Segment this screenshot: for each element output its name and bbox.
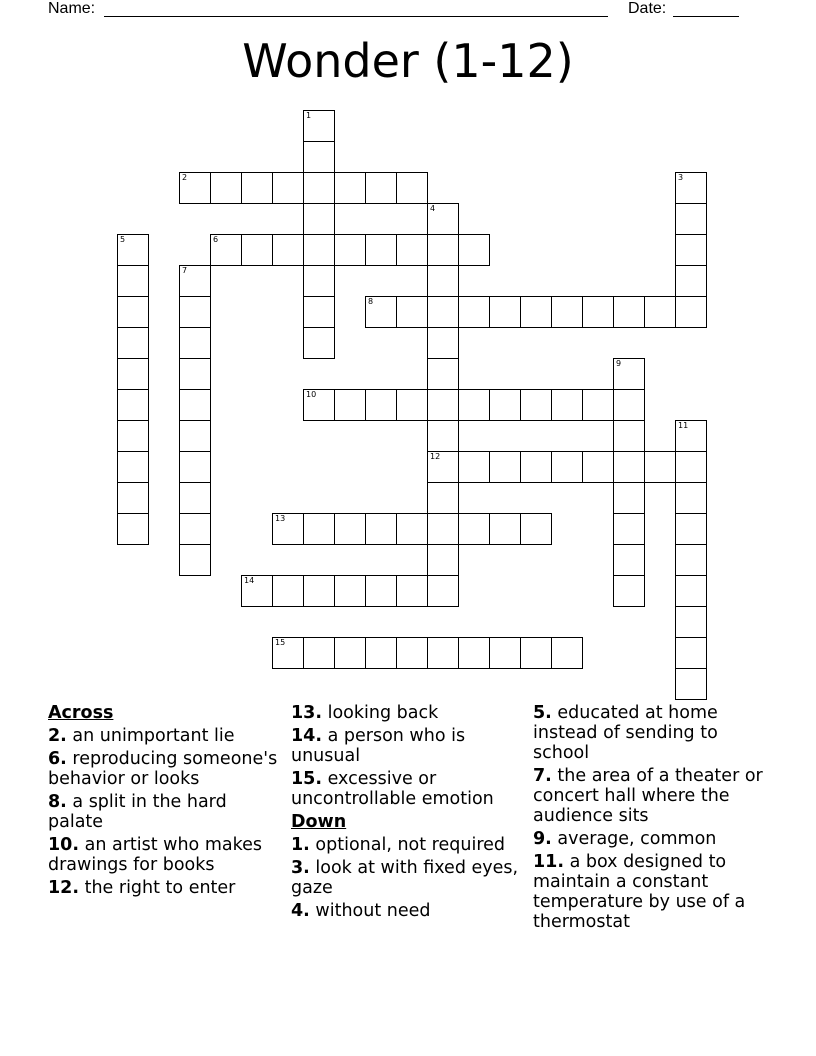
grid-cell[interactable] <box>458 637 490 669</box>
grid-cell[interactable] <box>117 327 149 359</box>
grid-cell[interactable] <box>334 637 366 669</box>
grid-cell[interactable] <box>117 513 149 545</box>
clue-down-7 <box>533 766 773 826</box>
grid-cell[interactable] <box>675 544 707 576</box>
grid-cell[interactable] <box>334 172 366 204</box>
grid-cell[interactable] <box>303 327 335 359</box>
cell-number: 10 <box>306 390 317 399</box>
clue-across-2 <box>48 726 280 746</box>
clue-text: an unimportant lie <box>72 726 235 746</box>
grid-cell[interactable] <box>303 141 335 173</box>
grid-cell[interactable] <box>489 513 521 545</box>
grid-cell[interactable] <box>303 575 335 607</box>
cell-number: 5 <box>120 235 126 244</box>
clue-text: looking back <box>327 703 439 723</box>
grid-cell[interactable] <box>303 513 335 545</box>
grid-cell[interactable] <box>489 389 521 421</box>
grid-cell[interactable] <box>675 203 707 235</box>
grid-cell[interactable] <box>303 110 335 142</box>
cell-number: 3 <box>678 173 684 182</box>
grid-cell[interactable] <box>365 575 397 607</box>
grid-cell[interactable] <box>179 172 211 204</box>
clue-text: the area of a theater or concert hall where the audience sits <box>533 766 763 826</box>
grid-cell[interactable] <box>582 296 614 328</box>
grid-cell[interactable] <box>520 637 552 669</box>
clue-text: an artist who makes drawings for books <box>48 835 262 875</box>
grid-cell[interactable] <box>179 296 211 328</box>
down-heading: Down <box>291 812 347 832</box>
cell-number: 4 <box>430 204 436 213</box>
clue-text: look at with fixed eyes, gaze <box>291 858 519 898</box>
grid-cell[interactable] <box>334 234 366 266</box>
clue-text: a box designed to maintain a constant temperature by use of a thermostat <box>533 852 746 932</box>
grid-cell[interactable] <box>427 327 459 359</box>
grid-cell[interactable] <box>179 265 211 297</box>
clue-number: 2. <box>48 726 67 746</box>
grid-cell[interactable] <box>613 482 645 514</box>
grid-cell[interactable] <box>117 265 149 297</box>
grid-cell[interactable] <box>179 513 211 545</box>
clue-number: 14. <box>291 726 323 746</box>
cell-number: 1 <box>306 111 312 120</box>
clue-number: 10. <box>48 835 80 855</box>
grid-cell[interactable] <box>179 327 211 359</box>
grid-cell[interactable] <box>365 637 397 669</box>
grid-cell[interactable] <box>334 389 366 421</box>
date-label: Date: <box>628 0 667 17</box>
grid-cell[interactable] <box>179 451 211 483</box>
cell-number: 15 <box>275 638 286 647</box>
grid-cell[interactable] <box>427 575 459 607</box>
clue-number: 3. <box>291 858 310 878</box>
grid-cell[interactable] <box>458 513 490 545</box>
grid-cell[interactable] <box>396 637 428 669</box>
clue-number: 12. <box>48 878 80 898</box>
clue-text: a person who is unusual <box>291 726 466 766</box>
grid-cell[interactable] <box>303 389 335 421</box>
clue-text: reproducing someone's behavior or looks <box>48 749 278 789</box>
grid-cell[interactable] <box>365 172 397 204</box>
grid-cell[interactable] <box>458 234 490 266</box>
grid-cell[interactable] <box>675 668 707 700</box>
grid-cell[interactable] <box>644 451 676 483</box>
grid-cell[interactable] <box>613 420 645 452</box>
clue-across-12 <box>48 878 280 898</box>
grid-cell[interactable] <box>675 296 707 328</box>
cell-number: 7 <box>182 266 188 275</box>
clues-column-3 <box>533 703 773 935</box>
grid-cell[interactable] <box>551 637 583 669</box>
grid-cell[interactable] <box>303 265 335 297</box>
clue-across-15 <box>291 769 523 809</box>
grid-cell[interactable] <box>365 513 397 545</box>
grid-cell[interactable] <box>489 296 521 328</box>
grid-cell[interactable] <box>520 513 552 545</box>
clue-text: average, common <box>557 829 717 849</box>
clue-number: 11. <box>533 852 565 872</box>
grid-cell[interactable] <box>303 234 335 266</box>
grid-cell[interactable] <box>179 482 211 514</box>
grid-cell[interactable] <box>117 296 149 328</box>
grid-cell[interactable] <box>272 513 304 545</box>
grid-cell[interactable] <box>613 513 645 545</box>
grid-cell[interactable] <box>613 358 645 390</box>
grid-cell[interactable] <box>675 265 707 297</box>
clue-text: without need <box>315 901 431 921</box>
grid-cell[interactable] <box>520 451 552 483</box>
clue-down-5 <box>533 703 773 763</box>
clue-number: 13. <box>291 703 323 723</box>
clues-column-1 <box>48 703 280 901</box>
grid-cell[interactable] <box>675 606 707 638</box>
grid-cell[interactable] <box>582 389 614 421</box>
grid-cell[interactable] <box>613 296 645 328</box>
grid-cell[interactable] <box>551 296 583 328</box>
grid-cell[interactable] <box>117 234 149 266</box>
grid-cell[interactable] <box>675 513 707 545</box>
grid-cell[interactable] <box>334 513 366 545</box>
cell-number: 14 <box>244 576 255 585</box>
grid-cell[interactable] <box>427 513 459 545</box>
grid-cell[interactable] <box>210 172 242 204</box>
clues-column-2 <box>291 703 523 924</box>
grid-cell[interactable] <box>210 234 242 266</box>
grid-cell[interactable] <box>117 358 149 390</box>
grid-cell[interactable] <box>427 389 459 421</box>
clue-number: 15. <box>291 769 323 789</box>
grid-cell[interactable] <box>675 482 707 514</box>
grid-cell[interactable] <box>396 172 428 204</box>
cell-number: 8 <box>368 297 374 306</box>
grid-cell[interactable] <box>520 389 552 421</box>
clue-number: 1. <box>291 835 310 855</box>
grid-cell[interactable] <box>458 389 490 421</box>
grid-cell[interactable] <box>520 296 552 328</box>
clue-number: 9. <box>533 829 552 849</box>
clue-number: 5. <box>533 703 552 723</box>
clue-across-14 <box>291 726 523 766</box>
grid-cell[interactable] <box>241 172 273 204</box>
grid-cell[interactable] <box>365 234 397 266</box>
grid-cell[interactable] <box>303 296 335 328</box>
grid-cell[interactable] <box>427 544 459 576</box>
grid-cell[interactable] <box>675 172 707 204</box>
grid-cell[interactable] <box>458 296 490 328</box>
grid-cell[interactable] <box>117 389 149 421</box>
grid-cell[interactable] <box>427 420 459 452</box>
grid-cell[interactable] <box>272 575 304 607</box>
grid-cell[interactable] <box>396 234 428 266</box>
grid-cell[interactable] <box>272 234 304 266</box>
grid-cell[interactable] <box>427 265 459 297</box>
cell-number: 12 <box>430 452 441 461</box>
grid-cell[interactable] <box>613 575 645 607</box>
grid-cell[interactable] <box>613 544 645 576</box>
grid-cell[interactable] <box>644 296 676 328</box>
clue-number: 4. <box>291 901 310 921</box>
cell-number: 6 <box>213 235 219 244</box>
clue-text: excessive or uncontrollable emotion <box>291 769 494 809</box>
clue-down-1 <box>291 835 523 855</box>
grid-cell[interactable] <box>675 637 707 669</box>
grid-cell[interactable] <box>365 389 397 421</box>
grid-cell[interactable] <box>179 358 211 390</box>
grid-cell[interactable] <box>427 203 459 235</box>
grid-cell[interactable] <box>613 389 645 421</box>
grid-cell[interactable] <box>427 234 459 266</box>
clue-text: educated at home instead of sending to school <box>533 703 718 763</box>
grid-cell[interactable] <box>675 451 707 483</box>
clue-down-9 <box>533 829 773 849</box>
grid-cell[interactable] <box>272 637 304 669</box>
page-title: Wonder (1-12) <box>242 34 574 88</box>
clue-text: a split in the hard palate <box>48 792 227 832</box>
grid-cell[interactable] <box>427 296 459 328</box>
cell-number: 13 <box>275 514 286 523</box>
grid-cell[interactable] <box>427 637 459 669</box>
grid-cell[interactable] <box>675 420 707 452</box>
grid-cell[interactable] <box>303 203 335 235</box>
grid-cell[interactable] <box>179 420 211 452</box>
clue-number: 7. <box>533 766 552 786</box>
grid-cell[interactable] <box>489 637 521 669</box>
name-label: Name: <box>48 0 96 17</box>
grid-cell[interactable] <box>272 172 304 204</box>
grid-cell[interactable] <box>613 451 645 483</box>
clue-number: 6. <box>48 749 67 769</box>
grid-cell[interactable] <box>117 420 149 452</box>
grid-cell[interactable] <box>396 389 428 421</box>
grid-cell[interactable] <box>675 575 707 607</box>
grid-cell[interactable] <box>427 482 459 514</box>
grid-cell[interactable] <box>303 637 335 669</box>
clue-number: 8. <box>48 792 67 812</box>
grid-cell[interactable] <box>241 234 273 266</box>
grid-cell[interactable] <box>427 358 459 390</box>
grid-cell[interactable] <box>551 389 583 421</box>
grid-cell[interactable] <box>458 451 490 483</box>
grid-cell[interactable] <box>551 451 583 483</box>
grid-cell[interactable] <box>334 575 366 607</box>
grid-cell[interactable] <box>241 575 273 607</box>
grid-cell[interactable] <box>179 544 211 576</box>
across-heading: Across <box>48 703 114 723</box>
clue-down-3 <box>291 858 523 898</box>
clue-across-10 <box>48 835 280 875</box>
grid-cell[interactable] <box>117 451 149 483</box>
clue-across-8 <box>48 792 280 832</box>
grid-cell[interactable] <box>396 296 428 328</box>
grid-cell[interactable] <box>117 482 149 514</box>
grid-cell[interactable] <box>179 389 211 421</box>
cell-number: 11 <box>678 421 689 430</box>
grid-cell[interactable] <box>582 451 614 483</box>
grid-cell[interactable] <box>365 296 397 328</box>
cell-number: 9 <box>616 359 622 368</box>
clue-down-4 <box>291 901 523 921</box>
grid-cell[interactable] <box>303 172 335 204</box>
grid-cell[interactable] <box>396 513 428 545</box>
grid-cell[interactable] <box>427 451 459 483</box>
clue-text: optional, not required <box>315 835 506 855</box>
clue-across-6 <box>48 749 280 789</box>
clue-across-13 <box>291 703 523 723</box>
grid-cell[interactable] <box>396 575 428 607</box>
clue-text: the right to enter <box>84 878 236 898</box>
cell-number: 2 <box>182 173 188 182</box>
grid-cell[interactable] <box>489 451 521 483</box>
clue-down-11 <box>533 852 773 932</box>
grid-cell[interactable] <box>675 234 707 266</box>
